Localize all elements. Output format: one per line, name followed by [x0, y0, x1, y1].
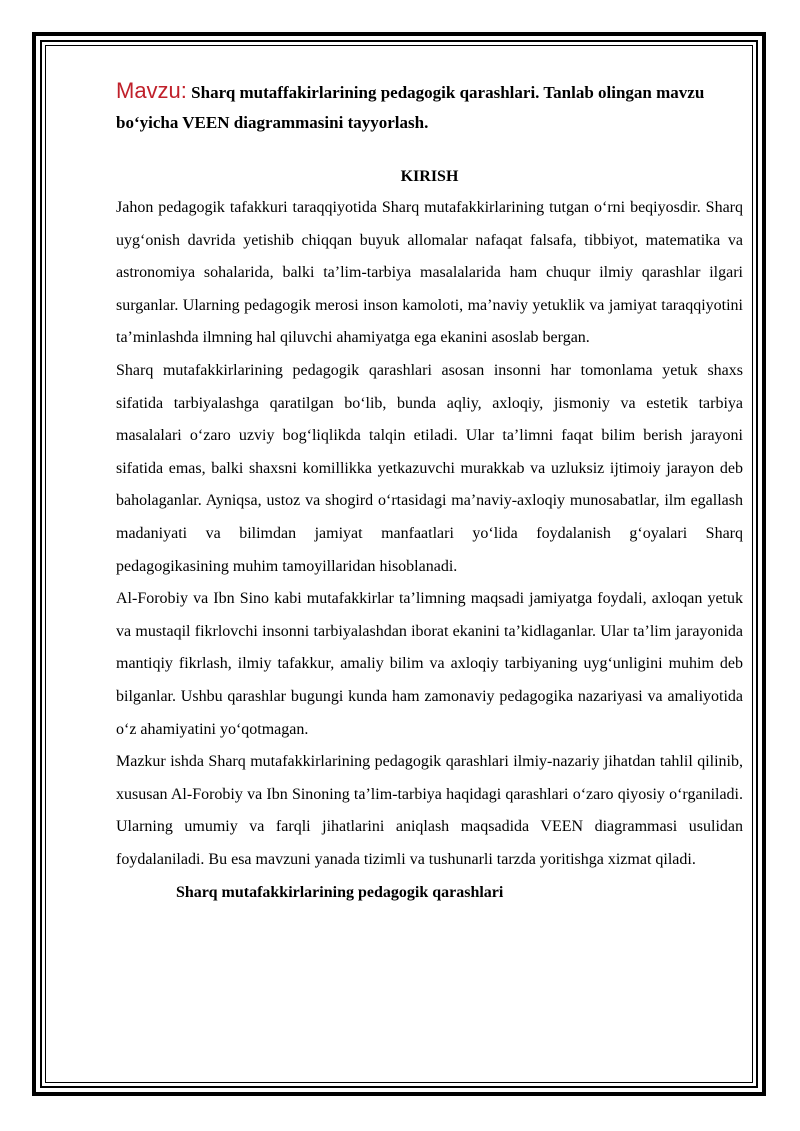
intro-paragraph-1: Jahon pedagogik tafakkuri taraqqiyotida Sharq mutafakkirlarining tutgan o‘rni beqiyosdir. Sharq uyg‘onish davrida yetishib chiqqan buyuk allomalar nafaqat falsafa, tibbiyot, matematika va astronomiya sohalarida, balki ta’lim-tarbiya masalalarida ham chuqur ilmiy qarashlar ilgari surganlar. Ularning pedagogik merosi inson kamoloti, ma’naviy yetuklik va jamiyat taraqqiyotini ta’minlashda ilmning hal qiluvchi ahamiyatga ega ekanini asoslab bergan.: [116, 199, 743, 347]
topic-text: Sharq mutaffakirlarining pedagogik qarashlari. Tanlab olingan mavzu bo‘yicha VEEN diagrammasini tayyorlash.: [116, 83, 705, 132]
intro-heading: KIRISH: [400, 168, 459, 185]
intro-paragraph-4: Mazkur ishda Sharq mutafakkirlarining pedagogik qarashlari ilmiy-nazariy jihatdan tahlil qilinib, xususan Al-Forobiy va Ibn Sinoning ta’lim-tarbiya haqidagi qarashlari o‘zaro qiyosiy o‘rganiladi. Ularning umumiy va farqli jihatlarini aniqlash maqsadida VEEN diagrammasi usulidan foydalaniladi. Bu esa mavzuni yanada tizimli va tushunarli tarzda yoritishga xizmat qiladi.: [116, 753, 743, 868]
section-title: Sharq mutafakkirlarining pedagogik qarashlari: [176, 884, 504, 902]
topic-line: [116, 76, 743, 138]
document-body: [116, 76, 743, 908]
topic-label: Mavzu:: [116, 78, 187, 103]
intro-paragraph-3: Al-Forobiy va Ibn Sino kabi mutafakkirlar ta’limning maqsadi jamiyatga foydali, axloqan yetuk va mustaqil fikrlovchi insonni tarbiyalashdan iborat ekanini ta’kidlaganlar. Ular ta’lim jarayonida mantiqiy fikrlash, ilmiy tafakkur, amaliy bilim va axloqiy tarbiyaning uyg‘unligini muhim deb bilganlar. Ushbu qarashlar bugungi kunda ham zamonaviy pedagogika nazariyasi va amaliyotida o‘z ahamiyatini yo‘qotmagan.: [116, 590, 743, 738]
intro-paragraph-2: Sharq mutafakkirlarining pedagogik qarashlari asosan insonni har tomonlama yetuk shaxs sifatida tarbiyalashga qaratilgan bo‘lib, bunda aqliy, axloqiy, jismoniy va estetik tarbiya masalalari o‘zaro uzviy bog‘liqlikda talqin etiladi. Ular ta’limni faqat bilim berish jarayoni sifatida emas, balki shaxsni komillikka yetkazuvchi murakkab va uzluksiz ijtimoiy jarayon deb baholaganlar. Ayniqsa, ustoz va shogird o‘rtasidagi ma’naviy-axloqiy munosabatlar, ilm egallash madaniyati va bilimdan jamiyat manfaatlari yo‘lida foydalanish g‘oyalari Sharq pedagogikasining muhim tamoyillaridan hisoblanadi.: [116, 361, 743, 575]
